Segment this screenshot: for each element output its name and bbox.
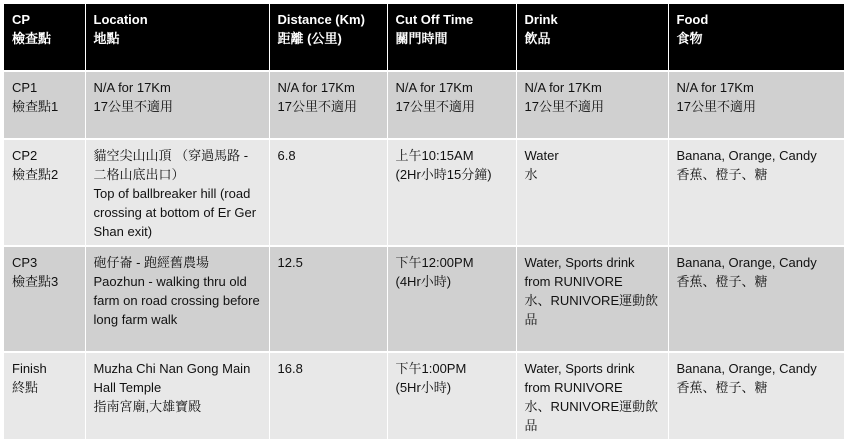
header-distance-en: Distance (Km) xyxy=(277,12,365,27)
cp-zh: 檢查點1 xyxy=(12,99,59,114)
header-drink xyxy=(516,4,668,71)
distance-line: 12.5 xyxy=(277,255,303,270)
cp-zh: 檢查點3 xyxy=(12,274,59,289)
cell-cutoff xyxy=(387,352,516,439)
cell-food xyxy=(668,139,844,246)
location-line: Top of ballbreaker hill (road crossing at bottom of Er Ger Shan exit) xyxy=(93,186,260,239)
drink-line: Water, Sports drink from RUNIVORE xyxy=(524,255,639,289)
cutoff-line: (4Hr小時) xyxy=(395,274,452,289)
cp-zh: 檢查點2 xyxy=(12,167,59,182)
cell-drink xyxy=(516,139,668,246)
cutoff-line: (5Hr小時) xyxy=(395,380,452,395)
header-drink-en: Drink xyxy=(524,12,558,27)
table-row-finish xyxy=(4,352,844,439)
header-food-en: Food xyxy=(676,12,709,27)
cell-cutoff xyxy=(387,139,516,246)
location-line: Muzha Chi Nan Gong Main Hall Temple xyxy=(93,361,254,395)
cutoff-line: 下午1:00PM xyxy=(395,361,467,376)
cell-cutoff xyxy=(387,246,516,352)
cutoff-line: (2Hr小時15分鐘) xyxy=(395,167,492,182)
header-cutoff-en: Cut Off Time xyxy=(395,12,474,27)
cp-en: CP3 xyxy=(12,255,38,270)
drink-line: Water xyxy=(524,148,559,163)
cutoff-line: N/A for 17Km xyxy=(395,80,473,95)
food-line: N/A for 17Km xyxy=(676,80,754,95)
cell-food xyxy=(668,246,844,352)
header-location xyxy=(85,4,269,71)
cell-distance xyxy=(269,246,387,352)
food-line: Banana, Orange, Candy xyxy=(676,361,817,376)
cutoff-line: 下午12:00PM xyxy=(395,255,474,270)
header-row xyxy=(4,4,844,71)
cell-location xyxy=(85,246,269,352)
cell-distance xyxy=(269,352,387,439)
location-line: 砲仔崙 - 跑經舊農場 xyxy=(93,255,210,270)
cp-en: CP1 xyxy=(12,80,38,95)
drink-line: Water, Sports drink from RUNIVORE xyxy=(524,361,639,395)
location-line: 指南宮廟,大雄寶殿 xyxy=(93,399,202,414)
location-line: N/A for 17Km xyxy=(93,80,171,95)
location-line: 貓空尖山山頂 （穿過馬路 - 二格山底出口） xyxy=(93,148,252,182)
header-cp-zh: 檢查點 xyxy=(12,31,52,46)
header-food xyxy=(668,4,844,71)
cutoff-line: 上午10:15AM xyxy=(395,148,474,163)
cell-drink xyxy=(516,71,668,139)
food-line: 17公里不適用 xyxy=(676,99,756,114)
header-cp-en: CP xyxy=(12,12,31,27)
header-drink-zh: 飲品 xyxy=(524,31,551,46)
drink-line: N/A for 17Km xyxy=(524,80,602,95)
food-line: 香蕉、橙子、糖 xyxy=(676,380,768,395)
cell-location xyxy=(85,71,269,139)
drink-line: 17公里不適用 xyxy=(524,99,604,114)
drink-line: 水 xyxy=(524,167,538,182)
food-line: Banana, Orange, Candy xyxy=(676,255,817,270)
cell-distance xyxy=(269,139,387,246)
distance-line: N/A for 17Km xyxy=(277,80,355,95)
cell-cutoff xyxy=(387,71,516,139)
drink-line: 水、RUNIVORE運動飲品 xyxy=(524,293,659,327)
cutoff-line: 17公里不適用 xyxy=(395,99,475,114)
header-distance-zh: 距離 (公里) xyxy=(277,31,342,46)
cell-cp xyxy=(4,352,85,439)
checkpoint-table xyxy=(4,4,844,439)
header-location-zh: 地點 xyxy=(93,31,120,46)
table-row-cp2 xyxy=(4,139,844,246)
header-distance xyxy=(269,4,387,71)
cp-en: CP2 xyxy=(12,148,38,163)
food-line: Banana, Orange, Candy xyxy=(676,148,817,163)
food-line: 香蕉、橙子、糖 xyxy=(676,274,768,289)
table-row-cp3 xyxy=(4,246,844,352)
distance-line: 17公里不適用 xyxy=(277,99,357,114)
cell-food xyxy=(668,71,844,139)
cell-location xyxy=(85,139,269,246)
food-line: 香蕉、橙子、糖 xyxy=(676,167,768,182)
header-cutoff xyxy=(387,4,516,71)
header-food-zh: 食物 xyxy=(676,31,703,46)
cell-location xyxy=(85,352,269,439)
cell-drink xyxy=(516,246,668,352)
cp-zh: 終點 xyxy=(12,380,39,395)
cell-cp xyxy=(4,246,85,352)
header-cutoff-zh: 關門時間 xyxy=(395,31,448,46)
table-row-cp1 xyxy=(4,71,844,139)
location-line: Paozhun - walking thru old farm on road crossing before long farm walk xyxy=(93,274,264,327)
cell-cp xyxy=(4,139,85,246)
cp-en: Finish xyxy=(12,361,47,376)
header-location-en: Location xyxy=(93,12,148,27)
cell-cp xyxy=(4,71,85,139)
distance-line: 16.8 xyxy=(277,361,303,376)
location-line: 17公里不適用 xyxy=(93,99,173,114)
cell-distance xyxy=(269,71,387,139)
cell-food xyxy=(668,352,844,439)
header-cp xyxy=(4,4,85,71)
drink-line: 水、RUNIVORE運動飲品 xyxy=(524,399,659,433)
distance-line: 6.8 xyxy=(277,148,296,163)
cell-drink xyxy=(516,352,668,439)
